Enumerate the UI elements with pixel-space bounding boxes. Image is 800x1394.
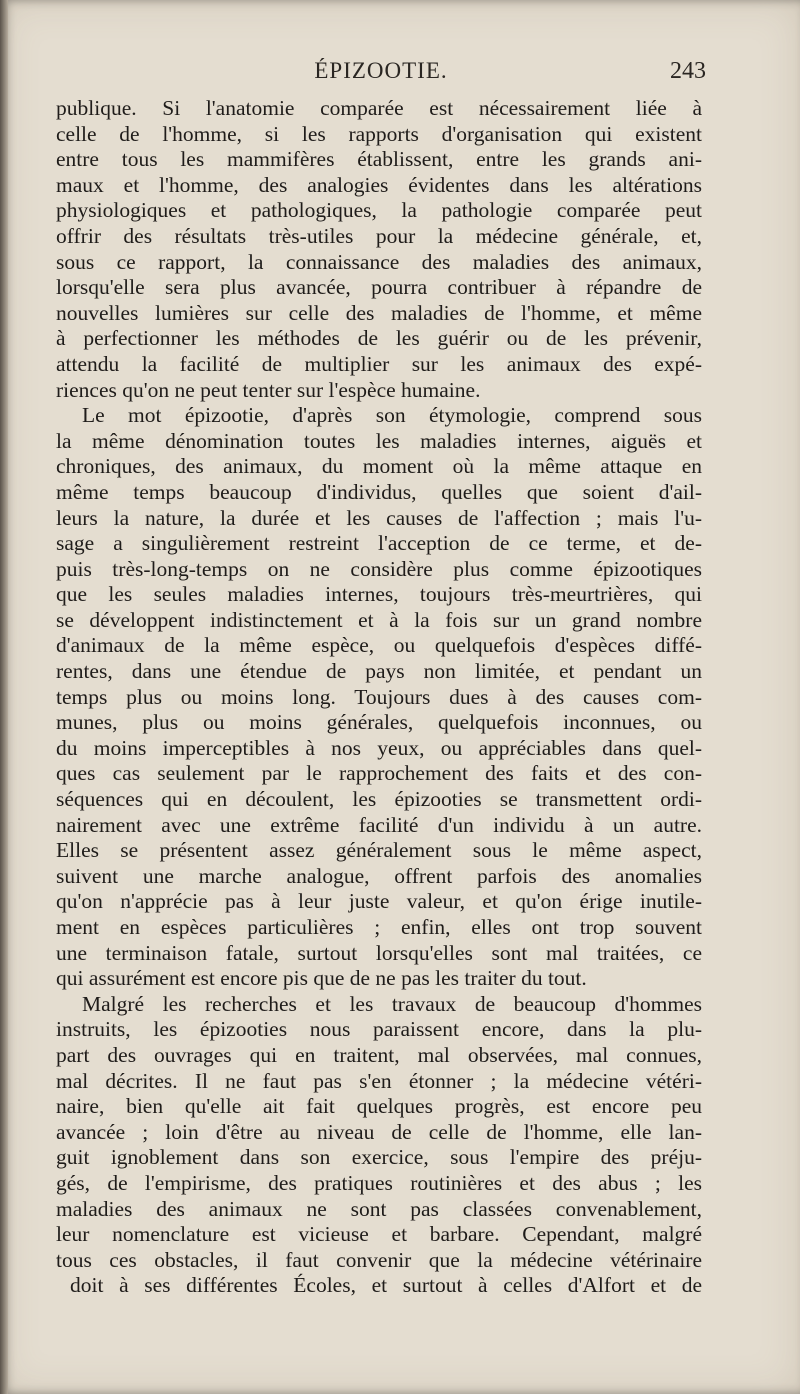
- text-line: munes, plus ou moins générales, quelquefois inconnues, ou: [56, 710, 702, 735]
- text-line: physiologiques et pathologiques, la pathologie comparée peut: [56, 198, 702, 223]
- running-title: ÉPIZOOTIE.: [314, 58, 448, 83]
- text-line: la même dénomination toutes les maladies internes, aiguës et: [56, 428, 702, 453]
- text-line: d'animaux de la même espèce, ou quelquefois d'espèces diffé-: [56, 633, 702, 658]
- text-line: maux et l'homme, des analogies évidentes dans les altérations: [56, 172, 702, 197]
- text-line: du moins imperceptibles à nos yeux, ou appréciables dans quel-: [56, 735, 702, 760]
- text-line: sage a singulièrement restreint l'acception de ce terme, et de-: [56, 531, 702, 556]
- text-line: nairement avec une extrême facilité d'un individu à un autre.: [56, 812, 702, 837]
- paragraph-start-line: Malgré les recherches et les travaux de beaucoup d'hommes: [82, 991, 702, 1016]
- page-spine-edge: [0, 0, 8, 1394]
- text-line: attendu la facilité de multiplier sur les animaux des expé-: [56, 351, 702, 376]
- text-line: tous ces obstacles, il faut convenir que la médecine vétérinaire: [56, 1247, 702, 1272]
- text-line: une terminaison fatale, surtout lorsqu'elles sont mal traitées, ce: [56, 940, 702, 965]
- text-line: avancée ; loin d'être au niveau de celle de l'homme, elle lan-: [56, 1119, 702, 1144]
- text-line: part des ouvrages qui en traitent, mal observées, mal connues,: [56, 1042, 702, 1067]
- text-line: que les seules maladies internes, toujours très-meurtrières, qui: [56, 582, 702, 607]
- text-line: chroniques, des animaux, du moment où la même attaque en: [56, 454, 702, 479]
- text-line: doit à ses différentes Écoles, et surtout à celles d'Alfort et de: [70, 1273, 702, 1298]
- text-line: mal décrites. Il ne faut pas s'en étonner ; la médecine vétéri-: [56, 1068, 702, 1093]
- text-line: leurs la nature, la durée et les causes de l'affection ; mais l'u-: [56, 505, 702, 530]
- text-line: instruits, les épizooties nous paraissent encore, dans la plu-: [56, 1017, 702, 1042]
- text-line: maladies des animaux ne sont pas classées convenablement,: [56, 1196, 702, 1221]
- text-line: se développent indistinctement et à la fois sur un grand nombre: [56, 607, 702, 632]
- body-text: [56, 96, 702, 1299]
- text-line: entre tous les mammifères établissent, entre les grands ani-: [56, 147, 702, 172]
- text-line: publique. Si l'anatomie comparée est nécessairement liée à: [56, 96, 702, 120]
- text-line: leur nomenclature est vicieuse et barbare. Cependant, malgré: [56, 1222, 702, 1247]
- text-line: temps plus ou moins long. Toujours dues à des causes com-: [56, 684, 702, 709]
- text-line: ment en espèces particulières ; enfin, elles ont trop souvent: [56, 915, 702, 939]
- text-line: offrir des résultats très-utiles pour la médecine générale, et,: [56, 223, 702, 248]
- text-line: sous ce rapport, la connaissance des maladies des animaux,: [56, 249, 702, 274]
- text-line: ques cas seulement par le rapprochement des faits et des con-: [56, 761, 702, 786]
- page-header: [56, 58, 706, 94]
- page-number: 243: [670, 58, 706, 84]
- text-line: Elles se présentent assez généralement sous le même aspect,: [56, 838, 702, 863]
- text-line: suivent une marche analogue, offrent parfois des anomalies: [56, 863, 702, 888]
- text-line: celle de l'homme, si les rapports d'organisation qui existent: [56, 121, 702, 146]
- text-line: qu'on n'apprécie pas à leur juste valeur, et qu'on érige inutile-: [56, 889, 702, 914]
- text-line: lorsqu'elle sera plus avancée, pourra contribuer à répandre de: [56, 275, 702, 300]
- text-line: nouvelles lumières sur celle des maladies de l'homme, et même: [56, 300, 702, 325]
- text-line: puis très-long-temps on ne considère plus comme épizootiques: [56, 556, 702, 581]
- text-line: naire, bien qu'elle ait fait quelques progrès, est encore peu: [56, 1094, 702, 1119]
- text-line: guit ignoblement dans son exercice, sous l'empire des préju-: [56, 1145, 702, 1170]
- paragraph-start-line: Le mot épizootie, d'après son étymologie, comprend sous: [82, 403, 702, 428]
- text-line: même temps beaucoup d'individus, quelles que soient d'ail-: [56, 479, 702, 504]
- text-line: gés, de l'empirisme, des pratiques routinières et des abus ; les: [56, 1170, 702, 1195]
- text-line: qui assurément est encore pis que de ne pas les traiter du tout.: [56, 966, 587, 991]
- text-line: rentes, dans une étendue de pays non limitée, et pendant un: [56, 659, 702, 684]
- text-line: riences qu'on ne peut tenter sur l'espèce humaine.: [56, 377, 481, 402]
- text-line: à perfectionner les méthodes de les guérir ou de les prévenir,: [56, 326, 702, 351]
- text-line: séquences qui en découlent, les épizooties se transmettent ordi-: [56, 787, 702, 812]
